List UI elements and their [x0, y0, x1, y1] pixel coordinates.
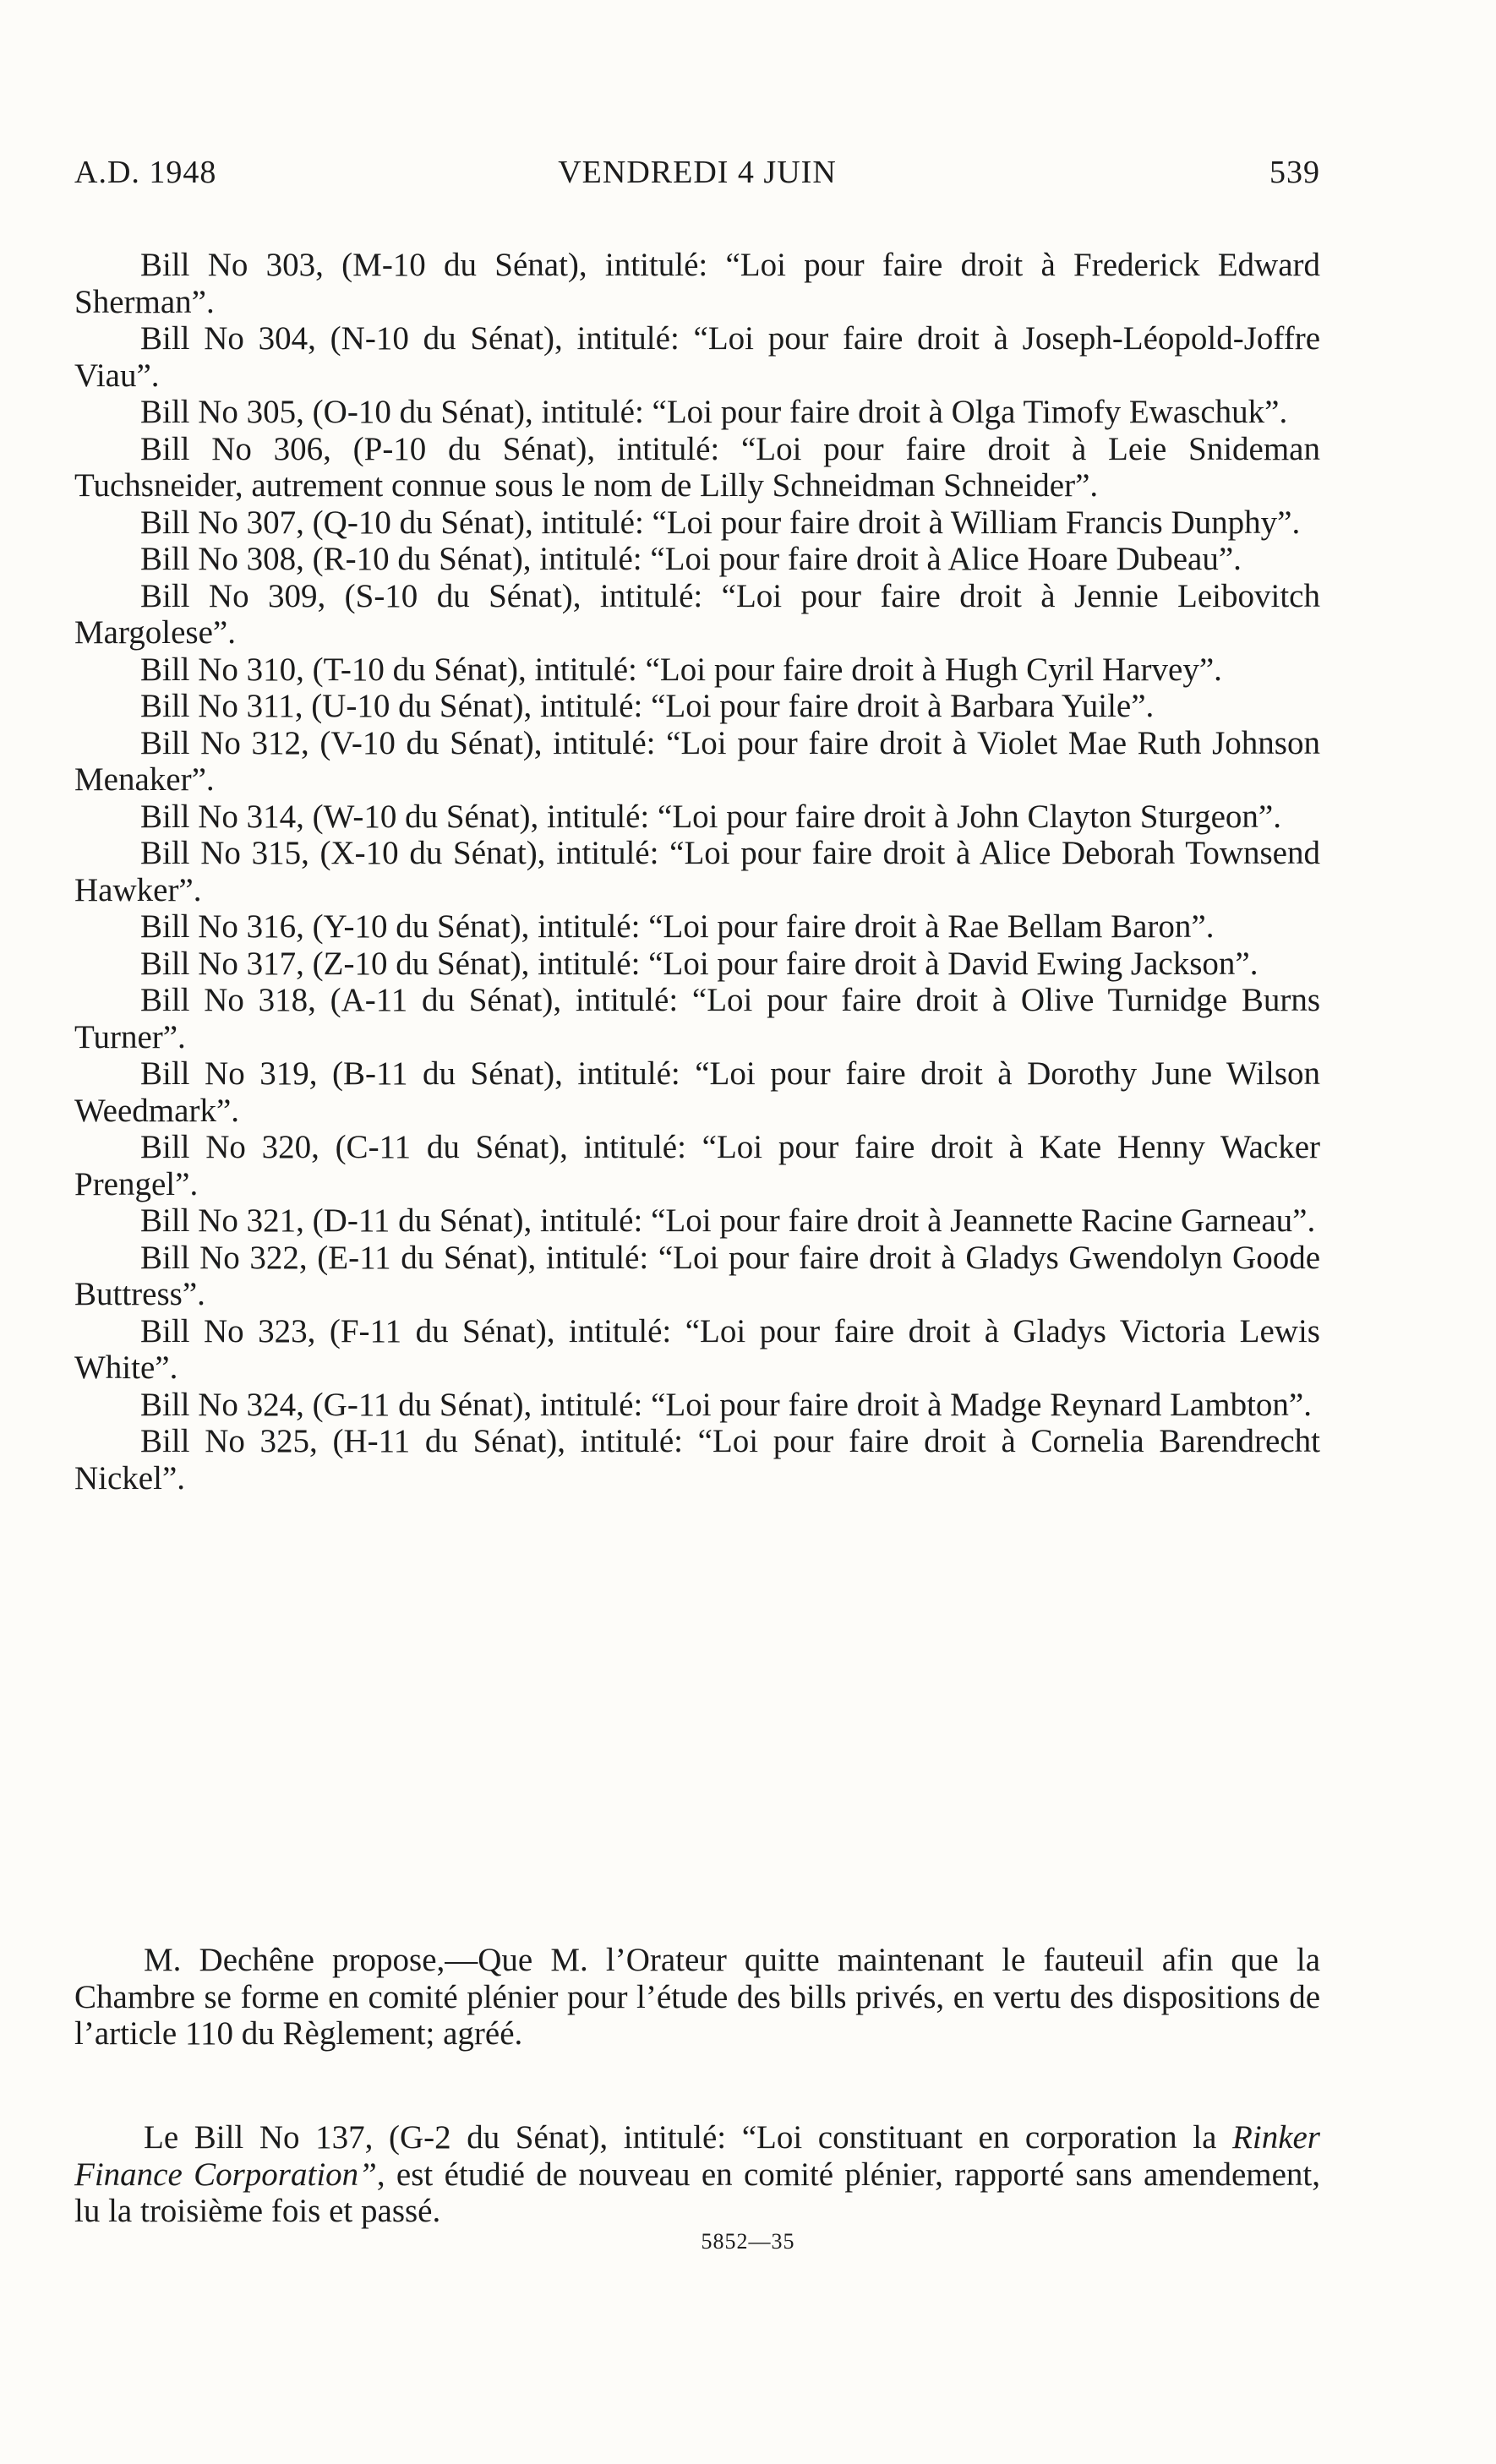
- bill-137-text-start: Le Bill No 137, (G-2 du Sénat), intitulé: “Loi constituant en corporation la: [144, 2119, 1233, 2156]
- bill-entry: Bill No 311, (U-10 du Sénat), intitulé: “Loi pour faire droit à Barbara Yuile”.: [140, 688, 1155, 724]
- bill-entry: Bill No 324, (G-11 du Sénat), intitulé: “Loi pour faire droit à Madge Reynard Lambton”.: [140, 1386, 1312, 1423]
- bill-entry: Bill No 317, (Z-10 du Sénat), intitulé: “Loi pour faire droit à David Ewing Jackson”.: [140, 945, 1258, 982]
- bill-entry: Bill No 323, (F-11 du Sénat), intitulé: “Loi pour faire droit à Gladys Victoria Lewis White”.: [74, 1312, 1320, 1386]
- bill-entry: Bill No 320, (C-11 du Sénat), intitulé: “Loi pour faire droit à Kate Henny Wacker Prengel”.: [74, 1129, 1320, 1202]
- bill-entry: Bill No 321, (D-11 du Sénat), intitulé: “Loi pour faire droit à Jeannette Racine Garneau”.: [140, 1202, 1316, 1239]
- header-date: VENDREDI 4 JUIN: [558, 155, 837, 190]
- bill-entry: Bill No 303, (M-10 du Sénat), intitulé: “Loi pour faire droit à Frederick Edward Sherman”.: [74, 247, 1320, 320]
- bill-entry: Bill No 305, (O-10 du Sénat), intitulé: “Loi pour faire droit à Olga Timofy Ewaschuk”.: [140, 394, 1288, 430]
- bill-entry: Bill No 316, (Y-10 du Sénat), intitulé: “Loi pour faire droit à Rae Bellam Baron”.: [140, 908, 1215, 945]
- bill-entry: Bill No 306, (P-10 du Sénat), intitulé: “Loi pour faire droit à Leie Snideman Tuchsneider, autrement connue sous le nom de Lilly Schneidman Schneider”.: [74, 430, 1320, 504]
- bill-entry: Bill No 309, (S-10 du Sénat), intitulé: “Loi pour faire droit à Jennie Leibovitch Margolese”.: [74, 577, 1320, 651]
- bill-entry: Bill No 318, (A-11 du Sénat), intitulé: “Loi pour faire droit à Olive Turnidge Burns Turner”.: [74, 982, 1320, 1055]
- bill-entry: Bill No 314, (W-10 du Sénat), intitulé: “Loi pour faire droit à John Clayton Sturgeon”.: [140, 798, 1281, 835]
- bill-137-text-end: , est étudié de nouveau en comité plénier, rapporté sans amendement, lu la troisième fois et passé.: [74, 2156, 1320, 2229]
- bill-137-corporation-name: Rinker Finance Corporation”: [74, 2119, 1320, 2193]
- page-header: [74, 150, 1320, 194]
- page-number: 539: [1269, 155, 1320, 190]
- bill-entry: Bill No 325, (H-11 du Sénat), intitulé: “Loi pour faire droit à Cornelia Barendrecht Nickel”.: [74, 1423, 1320, 1496]
- bill-entry: Bill No 307, (Q-10 du Sénat), intitulé: “Loi pour faire droit à William Francis Dunphy”.: [140, 504, 1301, 541]
- bill-entry: Bill No 319, (B-11 du Sénat), intitulé: “Loi pour faire droit à Dorothy June Wilson Weedmark”.: [74, 1055, 1320, 1129]
- bill-entry: Bill No 322, (E-11 du Sénat), intitulé: “Loi pour faire droit à Gladys Gwendolyn Goode Buttress”.: [74, 1239, 1320, 1312]
- printer-signature: 5852—35: [701, 2229, 795, 2254]
- motion-paragraph: M. Dechêne propose,—Que M. l’Orateur quitte maintenant le fauteuil afin que la Chambre se forme en comité plénier pour l’étude des bills privés, en vertu des dispositions de l’article 110 du Règlement; agréé.: [74, 1942, 1320, 2052]
- bill-entry: Bill No 315, (X-10 du Sénat), intitulé: “Loi pour faire droit à Alice Deborah Townsend Hawker”.: [74, 835, 1320, 908]
- bill-entry: Bill No 312, (V-10 du Sénat), intitulé: “Loi pour faire droit à Violet Mae Ruth Johnson Menaker”.: [74, 724, 1320, 798]
- bill-entry: Bill No 308, (R-10 du Sénat), intitulé: “Loi pour faire droit à Alice Hoare Dubeau”.: [140, 541, 1242, 577]
- bill-137-paragraph: [74, 2119, 1320, 2230]
- bill-entry: Bill No 304, (N-10 du Sénat), intitulé: “Loi pour faire droit à Joseph-Léopold-Joffre Viau”.: [74, 320, 1320, 394]
- bill-entry: Bill No 310, (T-10 du Sénat), intitulé: “Loi pour faire droit à Hugh Cyril Harvey”.: [140, 651, 1222, 688]
- bill-list: [74, 247, 1320, 1496]
- header-year: A.D. 1948: [74, 155, 217, 190]
